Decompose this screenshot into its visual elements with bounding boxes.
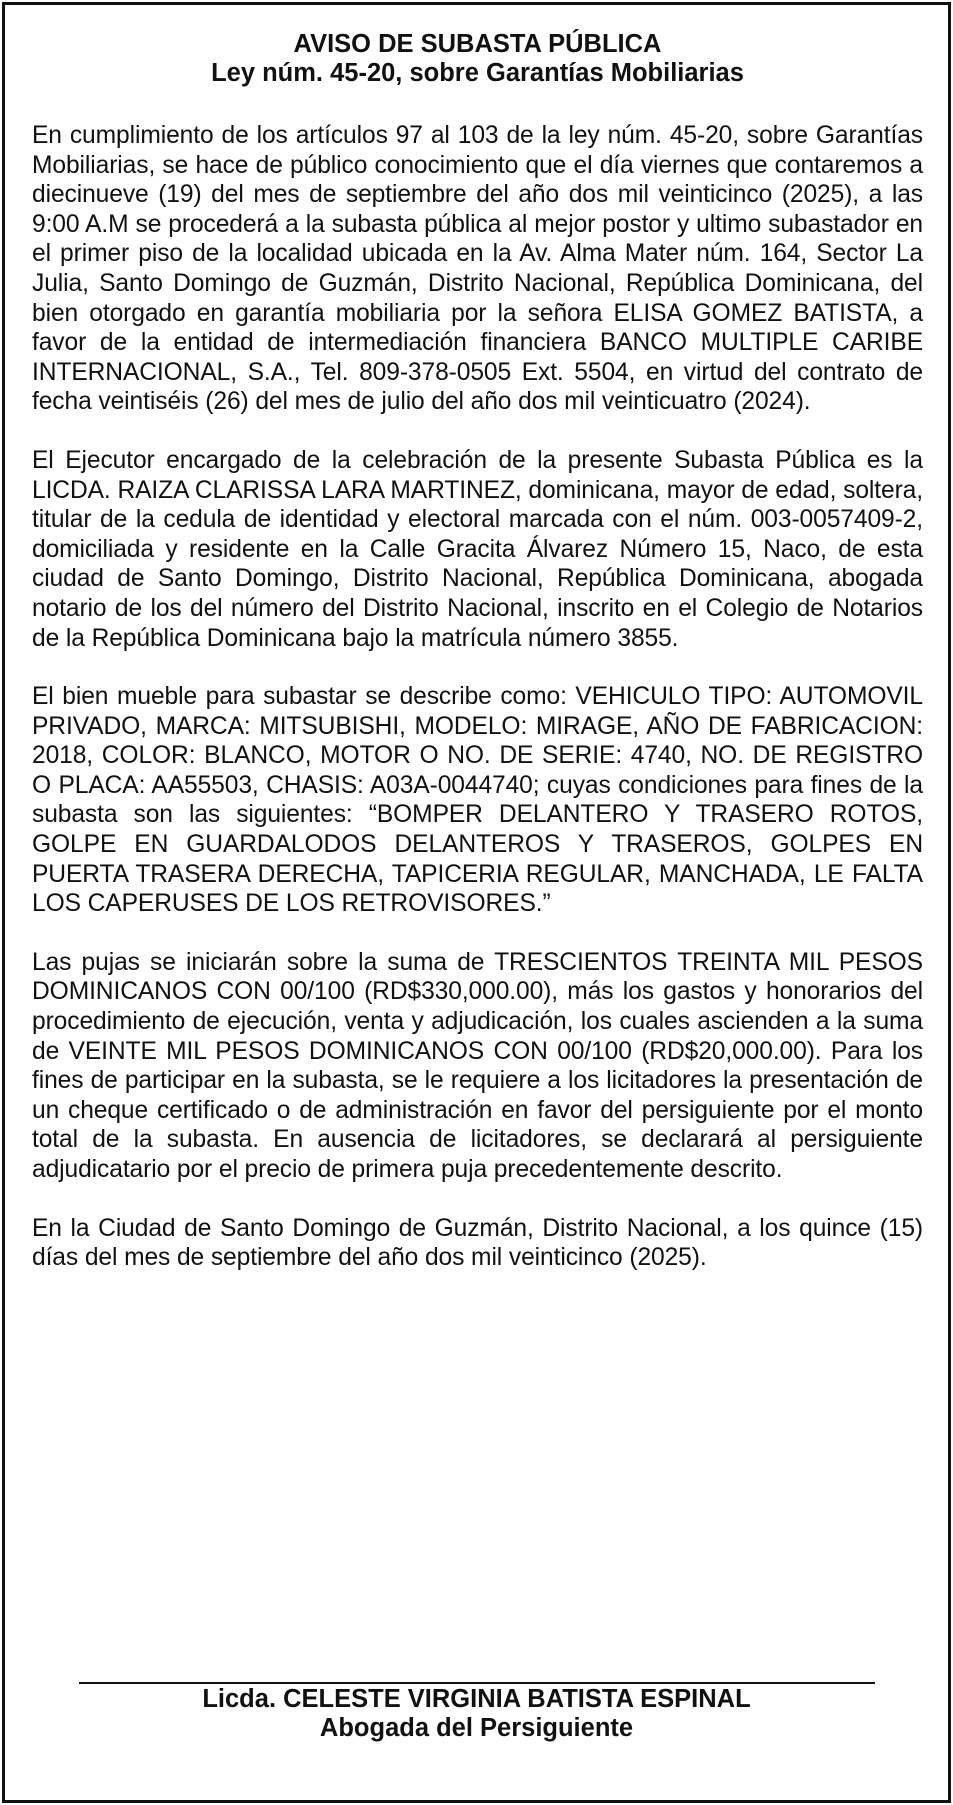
- notice-title: AVISO DE SUBASTA PÚBLICA: [293, 30, 662, 58]
- signature-block: [0, 1685, 953, 1743]
- signature-line: [79, 1682, 875, 1684]
- notice-body: [32, 30, 923, 1273]
- signatory-name: Licda. CELESTE VIRGINIA BATISTA ESPINAL: [202, 1685, 751, 1713]
- paragraph-executor: El Ejecutor encargado de la celebración de la presente Subasta Pública es la LICDA. RAIZA CLARISSA LARA MARTINEZ, dominicana, mayor de edad, soltera, titular de la cedula de identidad y electoral marcada con el núm. 003-0057409-2, domiciliada y residente en la Calle Gracita Álvarez Número 15, Naco, de esta ciudad de Santo Domingo, Distrito Nacional, República Dominicana, abogada notario de los del número del Distrito Nacional, inscrito en el Colegio de Notarios de la República Dominicana bajo la matrícula número 3855.: [32, 446, 923, 652]
- notice-subtitle: Ley núm. 45-20, sobre Garantías Mobiliarias: [211, 59, 744, 87]
- paragraph-bidding-terms: Las pujas se iniciarán sobre la suma de TRESCIENTOS TREINTA MIL PESOS DOMINICANOS CON 00/100 (RD$330,000.00), más los gastos y honorarios del procedimiento de ejecución, venta y adjudicación, los cuales ascienden a la suma de VEINTE MIL PESOS DOMINICANOS CON 00/100 (RD$20,000.00). Para los fines de participar en la subasta, se le requiere a los licitadores la presentación de un cheque certificado o de administración en favor del persiguiente por el monto total de la subasta. En ausencia de licitadores, se declarará al persiguiente adjudicatario por el precio de primera puja precedentemente descrito.: [32, 948, 923, 1183]
- paragraph-announcement: En cumplimiento de los artículos 97 al 103 de la ley núm. 45-20, sobre Garantías Mobiliarias, se hace de público conocimiento que el día viernes que contaremos a diecinueve (19) del mes de septiembre del año dos mil veinticinco (2025), a las 9:00 A.M se procederá a la subasta pública al mejor postor y ultimo subastador en el primer piso de la localidad ubicada en la Av. Alma Mater núm. 164, Sector La Julia, Santo Domingo de Guzmán, Distrito Nacional, República Dominicana, del bien otorgado en garantía mobiliaria por la señora ELISA GOMEZ BATISTA, a favor de la entidad de intermediación financiera BANCO MULTIPLE CARIBE INTERNACIONAL, S.A., Tel. 809-378-0505 Ext. 5504, en virtud del contrato de fecha veintiséis (26) del mes de julio del año dos mil veinticuatro (2024).: [32, 122, 923, 416]
- paragraph-vehicle-description: El bien mueble para subastar se describe como: VEHICULO TIPO: AUTOMOVIL PRIVADO, MARCA: MITSUBISHI, MODELO: MIRAGE, AÑO DE FABRICACION: 2018, COLOR: BLANCO, MOTOR O NO. DE SERIE: 4740, NO. DE REGISTRO O PLACA: AA55503, CHASIS: A03A-0044740; cuyas condiciones para fines de la subasta son las siguientes: “BOMPER DELANTERO Y TRASERO ROTOS, GOLPE EN GUARDALODOS DELANTEROS Y TRASEROS, GOLPES EN PUERTA TRASERA DERECHA, TAPICERIA REGULAR, MANCHADA, LE FALTA LOS CAPERUSES DE LOS RETROVISORES.”: [32, 683, 923, 918]
- paragraph-place-date: En la Ciudad de Santo Domingo de Guzmán, Distrito Nacional, a los quince (15) días del mes de septiembre del año dos mil veinticinco (2025).: [32, 1214, 923, 1272]
- signatory-role: Abogada del Persiguiente: [319, 1714, 634, 1742]
